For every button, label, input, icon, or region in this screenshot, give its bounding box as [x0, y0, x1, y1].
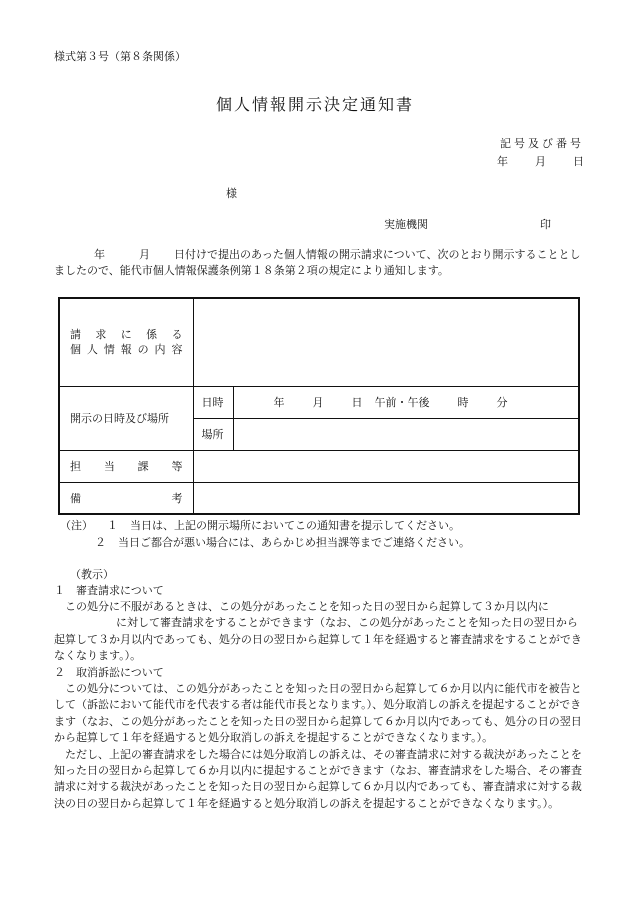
- intro-month: 月: [139, 248, 150, 261]
- note-1: （注） １ 当日は、上記の開示場所においてこの通知書を提示してください。: [60, 519, 460, 532]
- table-row: [59, 450, 579, 482]
- table-row: [59, 386, 579, 418]
- document-title: 個人情報開示決定通知書: [215, 95, 414, 114]
- intro-year: 年: [94, 248, 105, 261]
- request-content-field[interactable]: [193, 298, 579, 386]
- section-1-heading: １ 審査請求について: [54, 584, 164, 597]
- remarks-label: 備 考: [59, 482, 193, 514]
- request-label-line1: 請 求 に 係 る: [70, 328, 183, 342]
- form-number: 様式第３号（第８条関係）: [54, 50, 186, 63]
- date-year: 年: [497, 155, 508, 168]
- reference-number: 記号及び番号: [500, 137, 584, 150]
- datetime-label: 日時: [193, 386, 233, 418]
- section-2-body: [54, 681, 584, 812]
- section-1-body: この処分に不服があるときは、この処分があったことを知った日の翌日から起算して３か月以内にに対して審査請求をすることができます（なお、この処分があったことを知った日の翌日から起算して３か月以内であっても、処分の日の翌日から起算して１年を経過すると審査請求をすることができなくなります。）。: [54, 600, 582, 663]
- note-2: ２ 当日ご都合が悪い場合には、あらかじめ担当課等までご連絡ください。: [95, 536, 470, 549]
- table-row: [59, 298, 579, 386]
- addressee-suffix: 様: [226, 187, 237, 200]
- section-2-paragraph-1: この処分については、この処分があったことを知った日の翌日から起算して６か月以内に能代市を被告として（訴訟において能代市を代表する者は能代市長となります。）、処分取消しの訴えを提起することができます（なお、この処分があったことを知った日の翌日から起算して６か月以内であっても、処分の日の翌日から起算して１年を経過すると処分取消しの訴えを提起することができなくなります。）。: [54, 682, 582, 745]
- place-field[interactable]: [233, 418, 579, 450]
- table-row: [59, 482, 579, 514]
- seal-mark: 印: [540, 218, 551, 231]
- date-month: 月: [535, 155, 546, 168]
- notes: [60, 517, 470, 551]
- date-day: 日: [573, 155, 584, 168]
- disclosure-table: [58, 297, 580, 515]
- intro-paragraph: [54, 247, 584, 279]
- charge-department-field[interactable]: [193, 450, 579, 482]
- place-label: 場所: [193, 418, 233, 450]
- request-label-line2: 個 人 情 報 の 内 容: [70, 343, 183, 357]
- datetime-field[interactable]: [233, 386, 579, 418]
- section-2-heading: ２ 取消訴訟について: [54, 666, 164, 679]
- intro-text: 日付けで提出のあった個人情報の開示請求について、次のとおり開示することとしましたので、能代市個人情報保護条例第１８条第２項の規定により通知します。: [54, 248, 581, 277]
- section-2-paragraph-2: ただし、上記の審査請求をした場合には処分取消しの訴えは、その審査請求に対する裁決があったことを知った日の翌日から起算して６か月以内に提起することができます（なお、審査請求をした場合、その審査請求に対する裁決があったことを知った日の翌日から起算して６か月以内であっても、審査請求に対する裁決の日の翌日から起算して１年を経過すると処分取消しの訴えを提起することができなくなります。）。: [54, 747, 582, 810]
- issue-date: [497, 153, 584, 169]
- datetime-parts: 年 月 日 午前・午後 時 分: [273, 396, 508, 409]
- remarks-field[interactable]: [193, 482, 579, 514]
- request-content-label: [59, 298, 193, 386]
- disclosure-datetime-place-label: 開示の日時及び場所: [59, 386, 193, 450]
- agency-label: 実施機関: [384, 218, 428, 231]
- instruction-heading: （教示）: [70, 568, 114, 581]
- charge-department-label: 担 当 課 等: [59, 450, 193, 482]
